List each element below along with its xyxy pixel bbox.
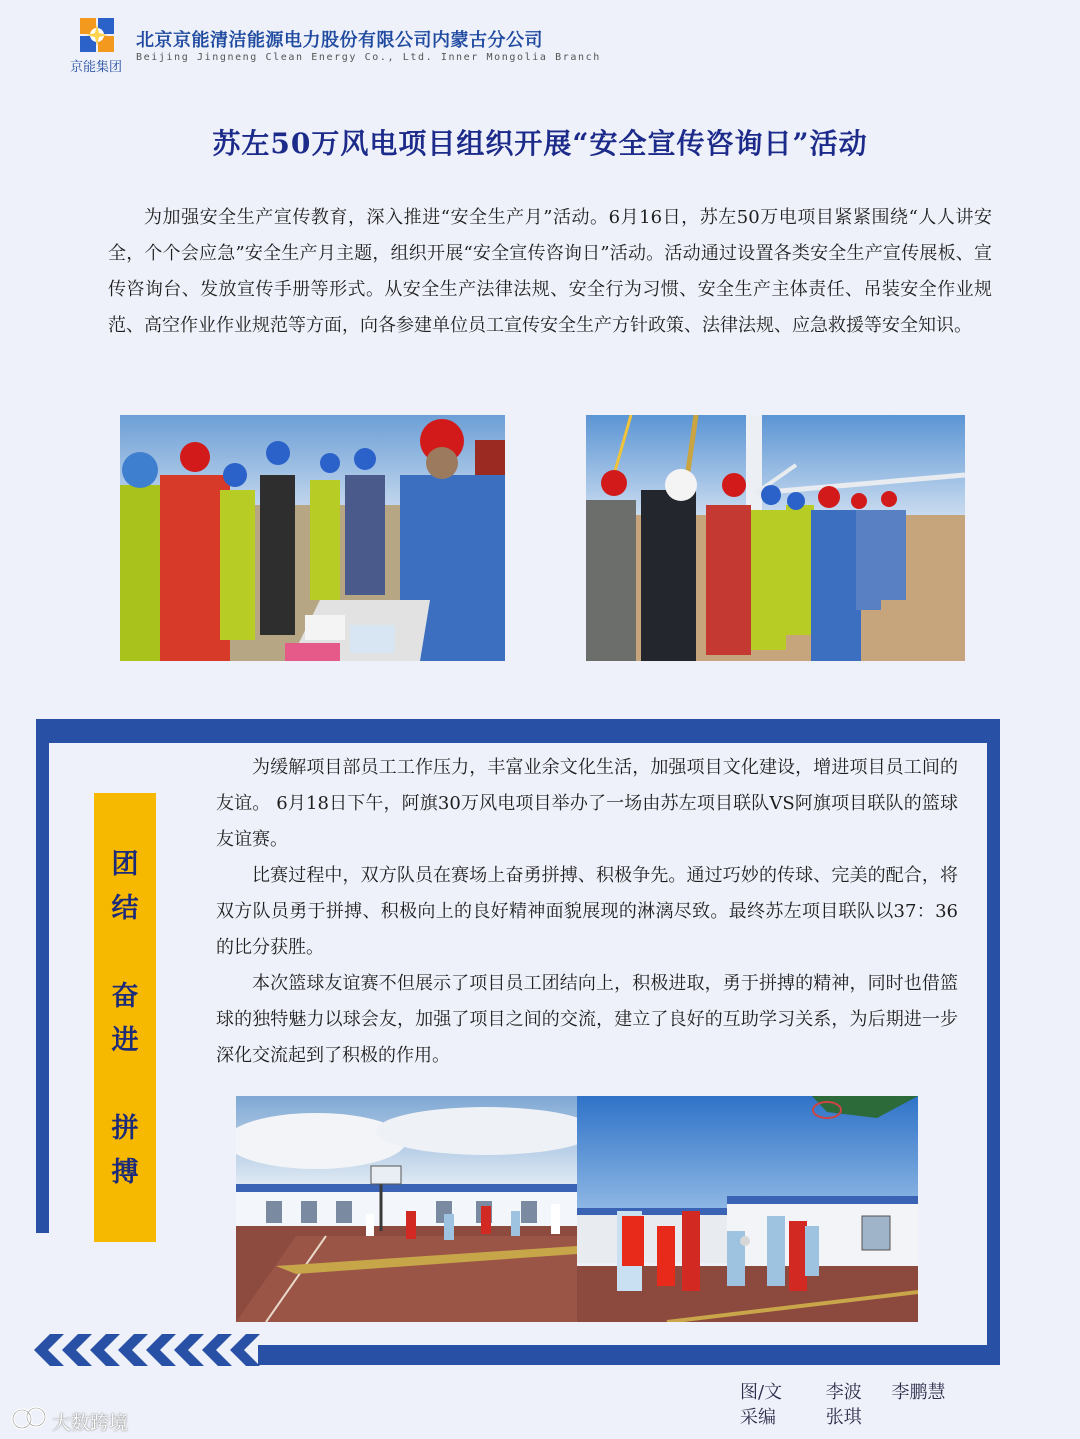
article-paragraph: 本次篮球友谊赛不但展示了项目员工团结向上，积极进取，勇于拼搏的精神，同时也借篮球的独特魅力以球会友，加强了项目之间的交流，建立了良好的互助学习关系，为后期进一步深化交流起到了积极的作用。 bbox=[216, 973, 958, 1066]
credit-label: 图/文 bbox=[740, 1382, 783, 1403]
company-logo-icon bbox=[80, 18, 114, 52]
article-paragraph: 为缓解项目部员工工作压力，丰富业余文化生活，加强项目文化建设，增进项目员工间的友谊。 6月18日下午，阿旗30万风电项目举办了一场由苏左项目联队VS阿旗项目联队的篮球友谊赛。 bbox=[216, 757, 958, 850]
slogan-char: 奋 bbox=[111, 981, 139, 1012]
intro-paragraph: 为加强安全生产宣传教育，深入推进“安全生产月”活动。6月16日，苏左50万电项目紧紧围绕“人人讲安全，个个会应急”安全生产月主题，组织开展“安全宣传咨询日”活动。活动通过设置各类安全生产宣传展板、宣传咨询台、发放宣传手册等形式。从安全生产法律法规、安全行为习惯、安全生产主体责任、吊装安全作业规范、高空作业作业规范等方面，向各参建单位员工宣传安全生产方针政策、法律法规、应急救援等安全知识。 bbox=[108, 207, 992, 336]
section-frame-bottom bbox=[258, 1345, 1000, 1365]
slogan-char: 拼 bbox=[111, 1113, 139, 1144]
basketball-court-photo bbox=[236, 1096, 577, 1322]
watermark-logo-icon bbox=[10, 1404, 50, 1434]
credit-name: 李鹏慧 bbox=[891, 1382, 946, 1403]
basketball-article bbox=[216, 750, 958, 1074]
page-header bbox=[70, 18, 601, 75]
article-credits bbox=[740, 1380, 945, 1430]
slogan-char: 搏 bbox=[111, 1157, 139, 1188]
credit-label: 采编 bbox=[740, 1407, 776, 1428]
logo-label: 京能集团 bbox=[70, 60, 123, 75]
section-frame-top bbox=[36, 719, 1000, 743]
slogan-banner bbox=[94, 793, 156, 1242]
article-paragraph: 比赛过程中，双方队员在赛场上奋勇拼搏、积极争先。通过巧妙的传球、完美的配合，将双方队员勇于拼搏、积极向上的良好精神面貌展现的淋漓尽致。最终苏左项目联队以37：36的比分获胜。 bbox=[216, 865, 958, 958]
company-name-cn: 北京京能清洁能源电力股份有限公司内蒙古分公司 bbox=[136, 30, 543, 51]
chevron-arrows-icon bbox=[34, 1334, 260, 1366]
company-name-en: Beijing Jingneng Clean Energy Co., Ltd. Inner Mongolia Branch bbox=[136, 52, 601, 63]
watermark-text: 大数跨境 bbox=[52, 1412, 129, 1434]
safety-desk-photo bbox=[120, 415, 505, 661]
section-frame-right bbox=[987, 719, 1000, 1365]
slogan-char: 进 bbox=[111, 1025, 139, 1056]
slogan-char: 结 bbox=[111, 893, 139, 924]
credit-name: 李波 bbox=[825, 1382, 862, 1403]
section-frame-left bbox=[36, 719, 49, 1233]
basketball-game-photo bbox=[577, 1096, 918, 1322]
watermark bbox=[10, 1404, 160, 1434]
slogan-char: 团 bbox=[111, 849, 139, 880]
wind-farm-site-photo bbox=[586, 415, 965, 661]
credit-name: 张琪 bbox=[825, 1407, 862, 1428]
article-title: 苏左50万风电项目组织开展“安全宣传咨询日”活动 bbox=[212, 127, 868, 160]
